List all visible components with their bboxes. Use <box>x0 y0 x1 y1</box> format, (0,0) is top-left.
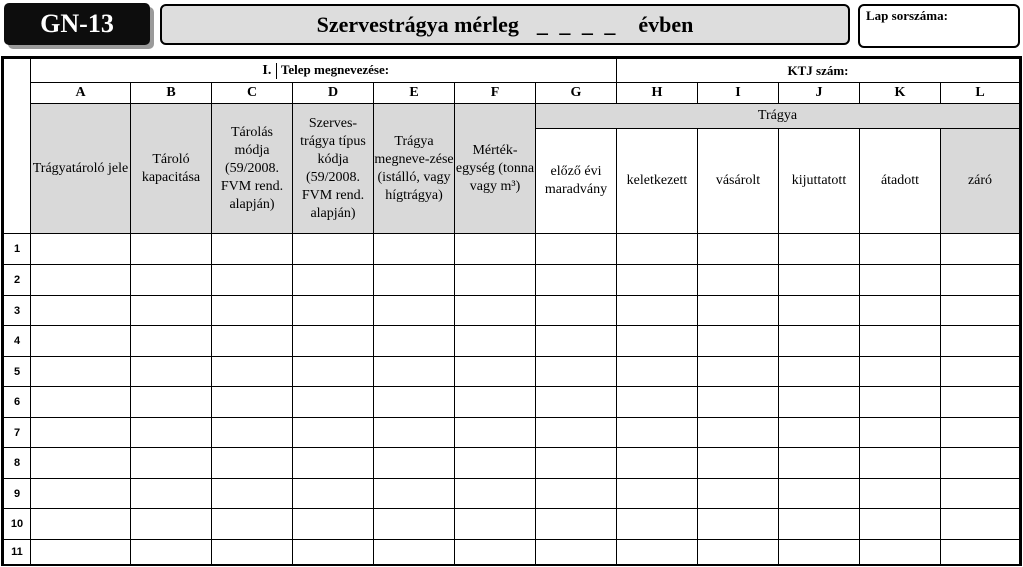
table-cell[interactable] <box>131 509 212 540</box>
table-cell[interactable] <box>779 326 860 357</box>
table-cell[interactable] <box>617 387 698 418</box>
section-row <box>4 59 1020 83</box>
table-cell[interactable] <box>941 418 1020 448</box>
header-i: vásárolt <box>698 129 779 234</box>
header-group-tragya: Trágya <box>536 104 1020 129</box>
table-cell[interactable] <box>374 234 455 265</box>
title-text: Szervestrágya mérleg <box>316 11 519 37</box>
table-cell[interactable] <box>536 265 617 296</box>
table-row <box>4 357 1020 387</box>
table-cell[interactable] <box>617 296 698 326</box>
table-cell[interactable] <box>131 448 212 479</box>
table-cell[interactable] <box>455 418 536 448</box>
col-letter-i: I <box>698 83 779 104</box>
table-cell[interactable] <box>536 540 617 565</box>
table-cell[interactable] <box>374 296 455 326</box>
table-cell[interactable] <box>941 540 1020 565</box>
table-cell[interactable] <box>617 479 698 509</box>
table-cell[interactable] <box>131 387 212 418</box>
data-rows <box>4 234 1020 565</box>
balance-table <box>3 58 1020 565</box>
table-cell[interactable] <box>860 418 941 448</box>
row-number: 2 <box>4 265 31 296</box>
table-cell[interactable] <box>131 265 212 296</box>
table-row <box>4 296 1020 326</box>
table-cell[interactable] <box>779 357 860 387</box>
table-cell[interactable] <box>131 234 212 265</box>
table-cell[interactable] <box>374 326 455 357</box>
header-j: kijuttatott <box>779 129 860 234</box>
table-cell[interactable] <box>860 509 941 540</box>
table-cell[interactable] <box>293 448 374 479</box>
row-number: 9 <box>4 479 31 509</box>
row-number: 10 <box>4 509 31 540</box>
col-letter-e: E <box>374 83 455 104</box>
table-cell[interactable] <box>374 418 455 448</box>
table-cell[interactable] <box>860 540 941 565</box>
table-cell[interactable] <box>374 509 455 540</box>
col-letter-f: F <box>455 83 536 104</box>
site-name-field[interactable] <box>31 59 617 83</box>
header-a: Trágyatároló jele <box>31 104 131 234</box>
table-cell[interactable] <box>779 296 860 326</box>
table-cell[interactable] <box>860 326 941 357</box>
table-cell[interactable] <box>31 234 131 265</box>
table-row <box>4 234 1020 265</box>
table-row <box>4 509 1020 540</box>
table-cell[interactable] <box>941 509 1020 540</box>
table-cell[interactable] <box>212 296 293 326</box>
table-cell[interactable] <box>131 418 212 448</box>
column-letter-row <box>4 83 1020 104</box>
table-cell[interactable] <box>536 234 617 265</box>
table-cell[interactable] <box>455 326 536 357</box>
table-cell[interactable] <box>31 448 131 479</box>
table-cell[interactable] <box>212 418 293 448</box>
row-number: 8 <box>4 448 31 479</box>
table-cell[interactable] <box>374 387 455 418</box>
form-code-badge <box>4 3 150 45</box>
table-cell[interactable] <box>455 540 536 565</box>
table-cell[interactable] <box>860 296 941 326</box>
section-number: I. <box>258 63 277 79</box>
table-cell[interactable] <box>31 326 131 357</box>
table-cell[interactable] <box>31 357 131 387</box>
table-cell[interactable] <box>293 296 374 326</box>
title-suffix: évben <box>638 11 694 37</box>
table-cell[interactable] <box>293 357 374 387</box>
table-cell[interactable] <box>293 540 374 565</box>
table-cell[interactable] <box>698 479 779 509</box>
table-cell[interactable] <box>779 387 860 418</box>
table-cell[interactable] <box>698 326 779 357</box>
row-number: 3 <box>4 296 31 326</box>
table-cell[interactable] <box>212 387 293 418</box>
table-cell[interactable] <box>698 418 779 448</box>
table-row <box>4 418 1020 448</box>
table-cell[interactable] <box>941 357 1020 387</box>
table-cell[interactable] <box>617 265 698 296</box>
table-cell[interactable] <box>455 234 536 265</box>
table-cell[interactable] <box>293 387 374 418</box>
table-cell[interactable] <box>455 509 536 540</box>
table-cell[interactable] <box>212 448 293 479</box>
table-cell[interactable] <box>293 509 374 540</box>
col-letter-j: J <box>779 83 860 104</box>
table-cell[interactable] <box>31 418 131 448</box>
row-number: 4 <box>4 326 31 357</box>
table-cell[interactable] <box>212 509 293 540</box>
table-cell[interactable] <box>455 357 536 387</box>
header-k: átadott <box>860 129 941 234</box>
table-row <box>4 448 1020 479</box>
table-cell[interactable] <box>617 326 698 357</box>
table-cell[interactable] <box>698 234 779 265</box>
table-cell[interactable] <box>779 418 860 448</box>
table-cell[interactable] <box>455 265 536 296</box>
table-cell[interactable] <box>536 479 617 509</box>
header-f: Mérték-egység (tonna vagy m³) <box>455 104 536 234</box>
table-cell[interactable] <box>941 296 1020 326</box>
table-cell[interactable] <box>698 357 779 387</box>
table-cell[interactable] <box>941 265 1020 296</box>
table-cell[interactable] <box>779 234 860 265</box>
table-cell[interactable] <box>536 326 617 357</box>
table-cell[interactable] <box>779 540 860 565</box>
col-letter-b: B <box>131 83 212 104</box>
table-cell[interactable] <box>31 540 131 565</box>
ktj-label: KTJ szám: <box>787 62 849 78</box>
header-c: Tárolás módja (59/2008. FVM rend. alapján) <box>212 104 293 234</box>
table-cell[interactable] <box>698 448 779 479</box>
page-number-field[interactable] <box>858 4 1020 48</box>
table-cell[interactable] <box>941 448 1020 479</box>
table-cell[interactable] <box>698 296 779 326</box>
table-cell[interactable] <box>374 540 455 565</box>
table-cell[interactable] <box>131 296 212 326</box>
header-b: Tároló kapacitása <box>131 104 212 234</box>
table-cell[interactable] <box>131 479 212 509</box>
year-blank[interactable]: _ _ _ _ <box>536 11 619 37</box>
form-title-box <box>160 4 850 45</box>
row-number: 7 <box>4 418 31 448</box>
header-d: Szerves-trágya típus kódja (59/2008. FVM rend. alapján) <box>293 104 374 234</box>
table-cell[interactable] <box>293 234 374 265</box>
table-cell[interactable] <box>455 387 536 418</box>
col-letter-l: L <box>941 83 1020 104</box>
table-cell[interactable] <box>212 326 293 357</box>
table-cell[interactable] <box>617 448 698 479</box>
table-cell[interactable] <box>455 448 536 479</box>
table-cell[interactable] <box>131 357 212 387</box>
form-code: GN-13 <box>40 9 114 38</box>
table-cell[interactable] <box>779 265 860 296</box>
table-cell[interactable] <box>779 479 860 509</box>
ktj-number-field[interactable] <box>617 59 1020 83</box>
table-cell[interactable] <box>617 418 698 448</box>
table-cell[interactable] <box>212 265 293 296</box>
table-cell[interactable] <box>779 448 860 479</box>
table-cell[interactable] <box>617 234 698 265</box>
table-cell[interactable] <box>536 387 617 418</box>
table-cell[interactable] <box>212 540 293 565</box>
table-cell[interactable] <box>536 448 617 479</box>
col-letter-h: H <box>617 83 698 104</box>
table-cell[interactable] <box>617 509 698 540</box>
table-cell[interactable] <box>860 448 941 479</box>
row-number: 5 <box>4 357 31 387</box>
table-cell[interactable] <box>536 357 617 387</box>
table-cell[interactable] <box>860 265 941 296</box>
page-number-label: Lap sorszáma: <box>866 8 948 23</box>
table-cell[interactable] <box>536 509 617 540</box>
table-cell[interactable] <box>698 387 779 418</box>
table-cell[interactable] <box>374 265 455 296</box>
table-cell[interactable] <box>212 357 293 387</box>
table-row <box>4 387 1020 418</box>
table-cell[interactable] <box>860 234 941 265</box>
table-cell[interactable] <box>536 418 617 448</box>
table-cell[interactable] <box>860 479 941 509</box>
table-cell[interactable] <box>617 357 698 387</box>
table-cell[interactable] <box>941 326 1020 357</box>
header-h: keletkezett <box>617 129 698 234</box>
row-number: 6 <box>4 387 31 418</box>
table-cell[interactable] <box>941 234 1020 265</box>
col-letter-c: C <box>212 83 293 104</box>
table-cell[interactable] <box>212 234 293 265</box>
table-cell[interactable] <box>374 357 455 387</box>
row-number: 1 <box>4 234 31 265</box>
row-number: 11 <box>4 540 31 565</box>
table-cell[interactable] <box>455 479 536 509</box>
table-cell[interactable] <box>293 418 374 448</box>
table-cell[interactable] <box>860 357 941 387</box>
header-g: előző évi maradvány <box>536 129 617 234</box>
table-cell[interactable] <box>860 387 941 418</box>
table-row <box>4 326 1020 357</box>
table-cell[interactable] <box>374 479 455 509</box>
table-cell[interactable] <box>536 296 617 326</box>
header-row-1 <box>4 104 1020 129</box>
col-letter-d: D <box>293 83 374 104</box>
table-cell[interactable] <box>293 479 374 509</box>
col-letter-k: K <box>860 83 941 104</box>
table-cell[interactable] <box>31 387 131 418</box>
table-row <box>4 265 1020 296</box>
table-cell[interactable] <box>617 540 698 565</box>
table-cell[interactable] <box>293 326 374 357</box>
table-cell[interactable] <box>212 479 293 509</box>
table-cell[interactable] <box>31 509 131 540</box>
table-cell[interactable] <box>698 509 779 540</box>
row-number-header <box>4 59 31 234</box>
header-e: Trágya megneve-zése (istálló, vagy hígtrágya) <box>374 104 455 234</box>
table-cell[interactable] <box>374 448 455 479</box>
table-cell[interactable] <box>131 326 212 357</box>
table-cell[interactable] <box>455 296 536 326</box>
col-letter-g: G <box>536 83 617 104</box>
table-cell[interactable] <box>941 387 1020 418</box>
table-cell[interactable] <box>31 479 131 509</box>
table-cell[interactable] <box>698 265 779 296</box>
site-name-label: Telep megnevezése: <box>280 62 390 77</box>
table-row <box>4 540 1020 565</box>
table-cell[interactable] <box>131 540 212 565</box>
table-row <box>4 479 1020 509</box>
table-cell[interactable] <box>31 296 131 326</box>
table-cell[interactable] <box>31 265 131 296</box>
table-cell[interactable] <box>779 509 860 540</box>
table-cell[interactable] <box>293 265 374 296</box>
header-l: záró <box>941 129 1020 234</box>
col-letter-a: A <box>31 83 131 104</box>
table-cell[interactable] <box>698 540 779 565</box>
table-cell[interactable] <box>941 479 1020 509</box>
